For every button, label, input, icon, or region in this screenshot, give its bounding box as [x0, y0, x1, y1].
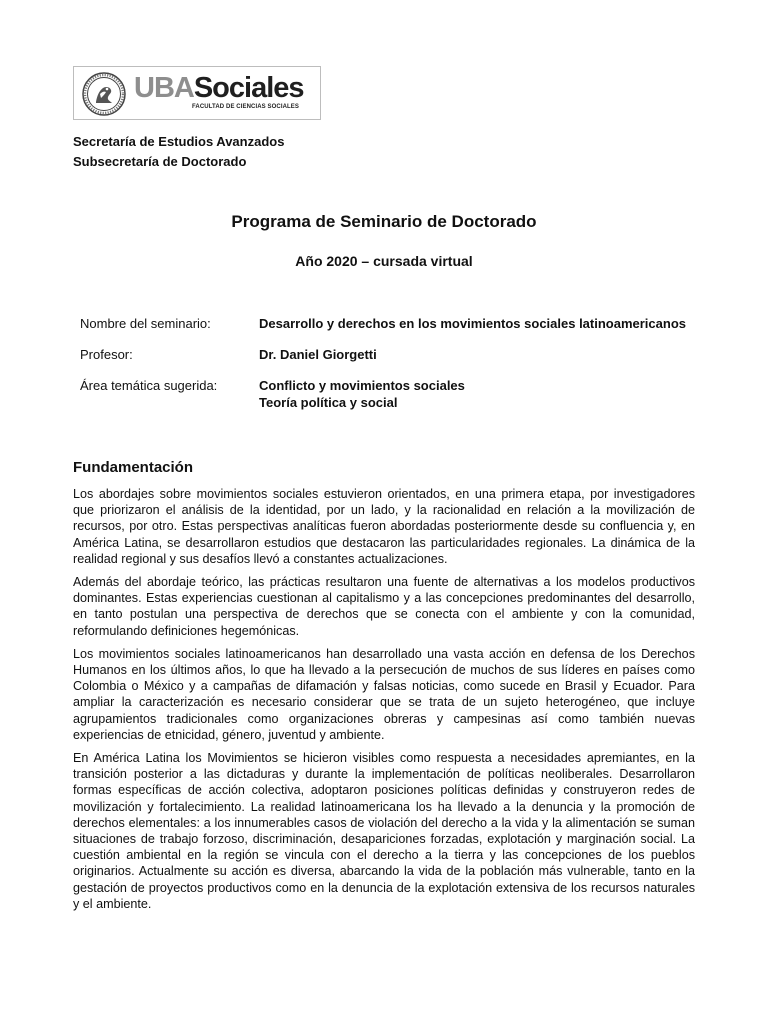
paragraph: Los abordajes sobre movimientos sociales estuvieron orientados, en una primera etapa, por investigadores que priorizaron el análisis de la identidad, por un lado, y la racionalidad en relación a la movilización de recursos, por otro. Estas perspectivas analíticas fueron abordadas posteriormente desde su confluencia y, en América Latina, se desarrollaron estudios que destacaron las particularidades regionales. La dinámica de la realidad regional y sus desafíos llevó a constantes actualizaciones.: [73, 487, 695, 566]
brand-subtitle: FACULTAD DE CIENCIAS SOCIALES: [192, 104, 300, 110]
professor-value: Dr. Daniel Giorgetti: [259, 347, 377, 362]
brand-sociales-text: Sociales: [193, 72, 304, 104]
seminar-label: Nombre del seminario:: [80, 316, 211, 331]
brand-wordmark: [134, 73, 304, 103]
paragraph: Además del abordaje teórico, las prácticas resultaron una fuente de alternativas a los modelos productivos dominantes. Estas experiencias cuestionan al capitalismo y a las concepciones predominantes del desarrollo, en tanto postulan una perspectiva de derechos que se conecta con el ambiente y con la comunidad, reformulando definiciones hegemónicas.: [73, 575, 695, 638]
paragraph: En América Latina los Movimientos se hicieron visibles como respuesta a necesidades apremiantes, en la transición posterior a las dictaduras y durante la implementación de políticas neoliberales. Desarrollaron formas específicas de acción colectiva, adoptaron posiciones políticas definidas y construyeron redes de movilización y fortalecimiento. La realidad latinoamericana los ha llevado a la denuncia y la promoción de derechos elementales: a los innumerables casos de violación del derecho a la vida y la alimentación se suman situaciones de trabajo forzoso, discriminación, desapariciones forzadas, explotación y marginación social. La cuestión ambiental en la región se vincula con el derecho a la tierra y las concepciones de los pueblos originarios. Actualmente su acción es diversa, abarcando la vida de la población más vulnerable, tanto en la gestación de proyectos productivos como en la denuncia de la explotación extensiva de los recursos naturales y el ambiente.: [73, 751, 695, 911]
area-value-1: Conflicto y movimientos sociales: [259, 378, 465, 393]
professor-label: Profesor:: [80, 347, 133, 362]
seminar-value: Desarrollo y derechos en los movimientos sociales latinoamericanos: [259, 316, 686, 331]
paragraph: Los movimientos sociales latinoamericanos han desarrollado una vasta acción en defensa de los Derechos Humanos en los últimos años, lo que ha llevado a la persecución de muchos de sus líderes en países como Colombia o México y a campañas de difamación y falsas noticias, como sucede en Brasil y Ecuador. Para ampliar la caracterización es necesario considerar que se trata de un sujeto heterogéneo, que incluye agrupamientos tradicionales como organizaciones obreras y campesinas así como también nuevas experiencias de etnicidad, género, juventud y ambiente.: [73, 646, 695, 742]
brand-uba-text: UBA: [134, 72, 194, 104]
document-subtitle: Año 2020 – cursada virtual: [295, 253, 473, 269]
section-body: [73, 486, 695, 919]
department-line-1: Secretaría de Estudios Avanzados: [73, 134, 285, 149]
department-line-2: Subsecretaría de Doctorado: [73, 154, 247, 169]
area-value-2: Teoría política y social: [259, 395, 398, 410]
uba-sociales-logo: [73, 66, 321, 120]
document-title: Programa de Seminario de Doctorado: [231, 212, 537, 231]
university-seal-icon: [82, 72, 126, 116]
area-label: Área temática sugerida:: [80, 378, 218, 393]
section-heading: Fundamentación: [73, 459, 194, 476]
